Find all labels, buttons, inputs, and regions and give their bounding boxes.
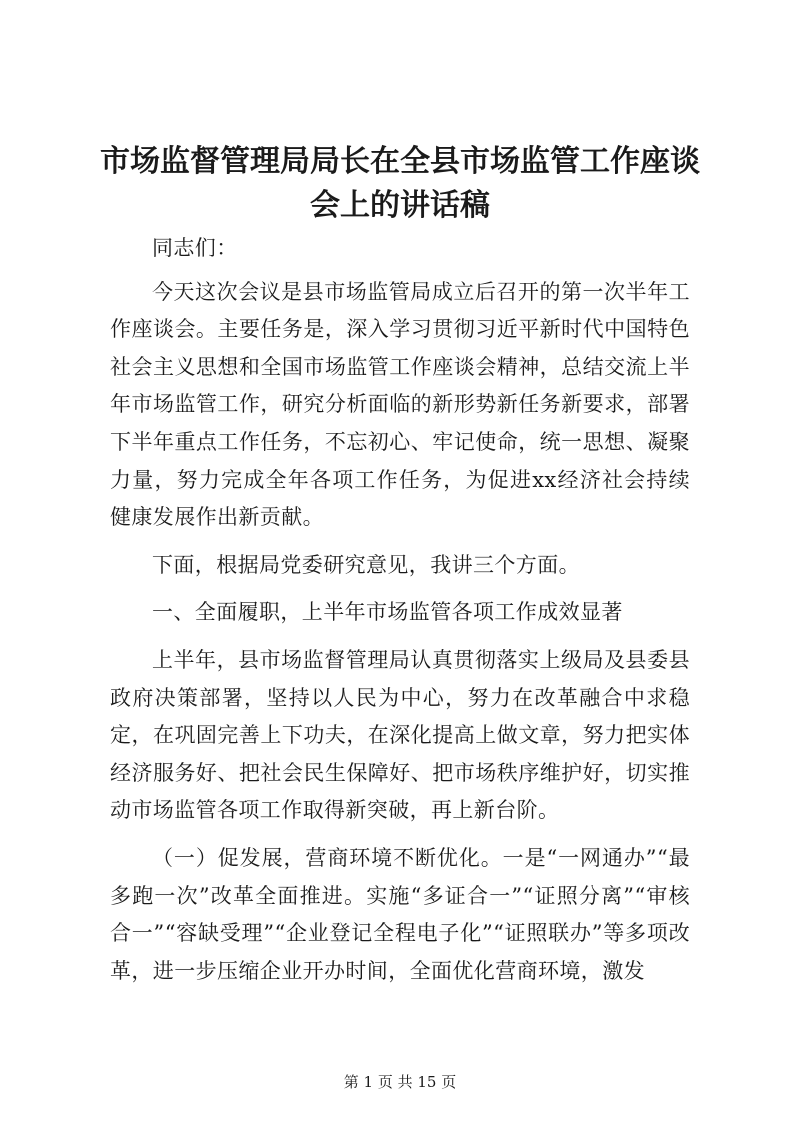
page-number-footer: 第 1 页 共 15 页 bbox=[343, 1073, 457, 1091]
paragraph-summary: 上半年，县市场监督管理局认真贯彻落实上级局及县委县政府决策部署，坚持以人民为中心，努力在改革融合中求稳定，在巩固完善上下功夫，在深化提高上做文章，努力把实体经济服务好、把社会民生保障好、把市场秩序维护好，切实推动市场监管各项工作取得新突破，再上新台阶。 bbox=[110, 647, 690, 823]
document-body bbox=[110, 230, 690, 990]
salutation: 同志们： bbox=[152, 236, 238, 260]
document-title: 市场监督管理局局长在全县市场监管工作座谈会上的讲话稿 bbox=[100, 144, 700, 223]
paragraph-subsection-1: （一）促发展，营商环境不断优化。一是“一网通办”“最多跑一次”改革全面推进。实施“多证合一”“证照分离”“审核合一”“容缺受理”“企业登记全程电子化”“证照联办”等多项改革，进一步压缩企业开办时间，全面优化营商环境，激发 bbox=[110, 845, 690, 983]
paragraph-outline: 下面，根据局党委研究意见，我讲三个方面。 bbox=[152, 552, 580, 577]
section-heading-1: 一、全面履职，上半年市场监管各项工作成效显著 bbox=[152, 600, 623, 625]
paragraph-intro: 今天这次会议是县市场监管局成立后召开的第一次半年工作座谈会。主要任务是，深入学习贯彻习近平新时代中国特色社会主义思想和全国市场监管工作座谈会精神，总结交流上半年市场监管工作，研究分析面临的新形势新任务新要求，部署下半年重点工作任务，不忘初心、牢记使命，统一思想、凝聚力量，努力完成全年各项工作任务，为促进xx经济社会持续健康发展作出新贡献。 bbox=[110, 279, 690, 530]
